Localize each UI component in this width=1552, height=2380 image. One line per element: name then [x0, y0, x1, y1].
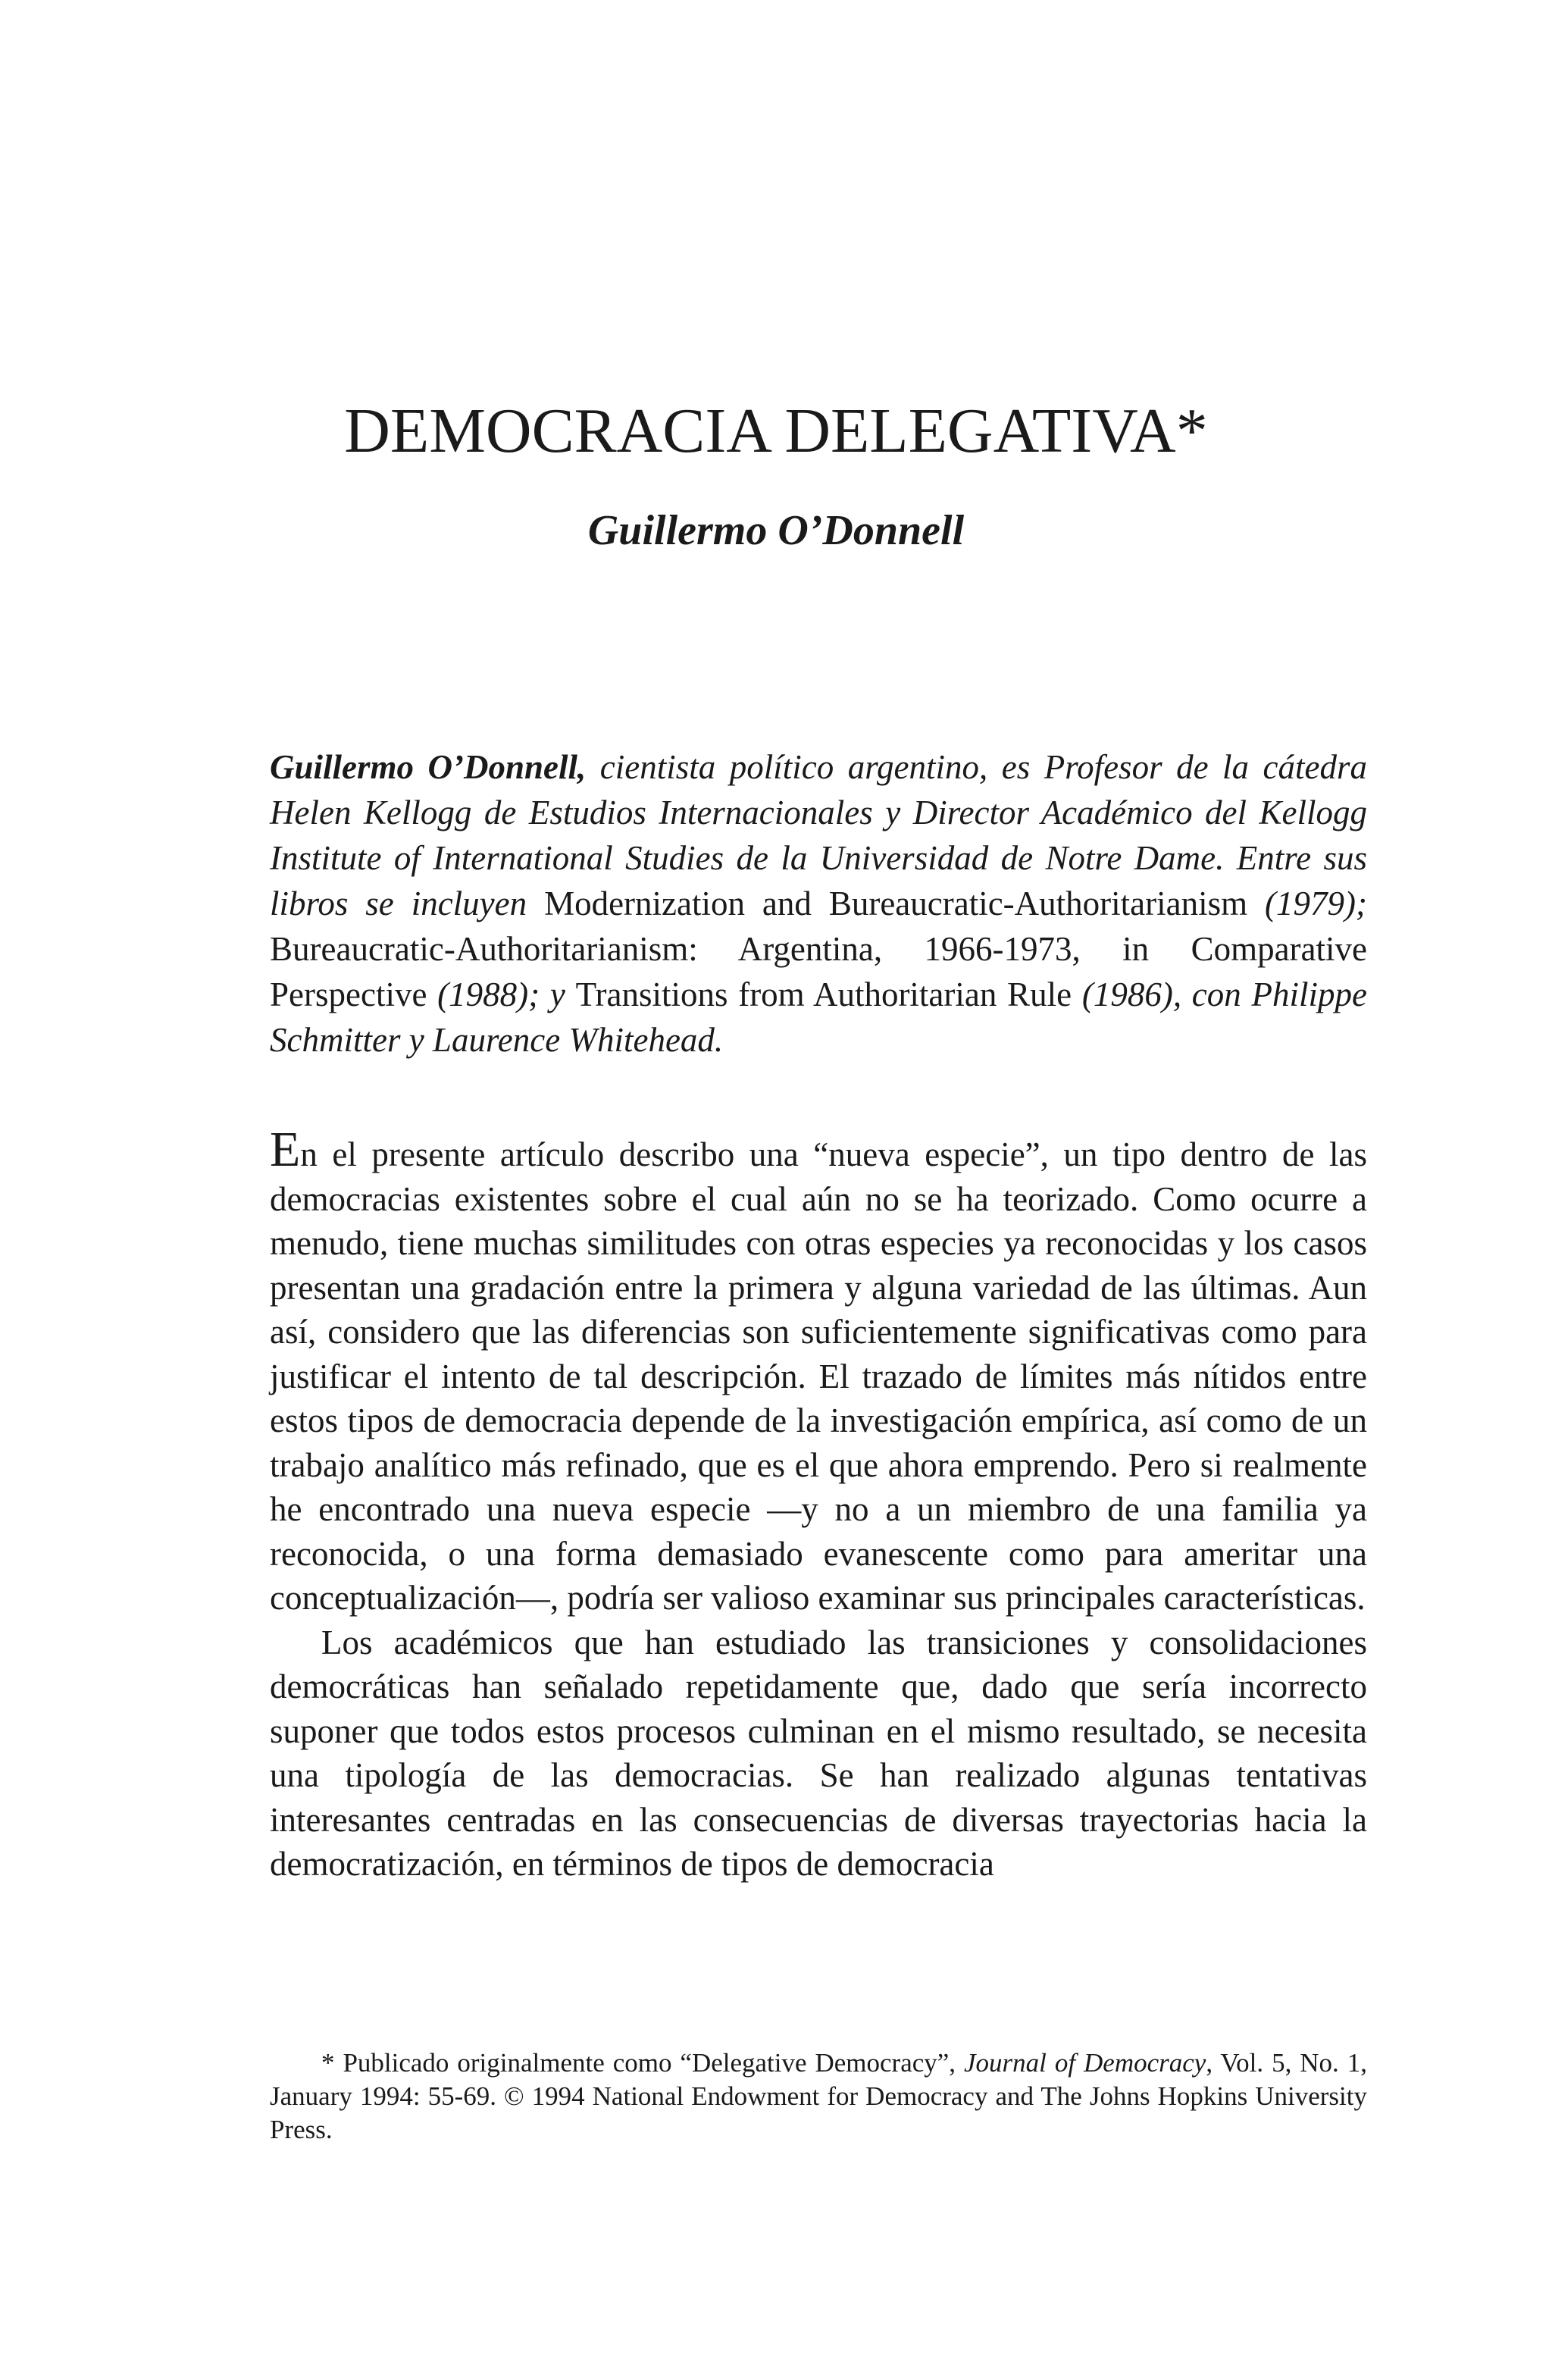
paragraph-2: Los académicos que han estudiado las transiciones y consolidaciones democráticas han señalado repetidamente que, dado que sería incorrecto suponer que todos estos procesos culminan en el mismo resultado, se necesita una tipología de las democracias. Se han realizado algunas tentativas interesantes centradas en las consecuencias de diversas trayectorias hacia la democratización, en términos de tipos de democracia	[270, 1623, 1367, 1883]
footnote-text-1: * Publicado originalmente como “Delegative Democracy”,	[321, 2048, 965, 2078]
bio-book-3: Transitions from Authoritarian Rule	[575, 975, 1072, 1013]
author-name: Guillermo O’Donnell	[587, 507, 965, 554]
bio-text-3: (1988); y	[427, 975, 576, 1013]
paragraph-1	[270, 1122, 1367, 1621]
footnote-text-2: , Vol. 5, No. 1, January 1994: 55-69. © 1994 National Endowment for Democracy and The Johns Hopkins University Press.	[270, 2048, 1367, 2144]
drop-cap: E	[270, 1122, 301, 1177]
bio-author-name: Guillermo O’Donnell,	[270, 748, 587, 786]
author-bio	[270, 744, 1367, 1063]
bio-text-1: cientista político argentino, es Profesor de la cátedra Helen Kellogg de Estudios Internacionales y Director Académico del Kellogg Institute of International Studies de la Universidad de Notre Dame. Entre sus libros se incluyen	[270, 748, 1367, 922]
page-title: DEMOCRACIA DELEGATIVA*	[344, 396, 1208, 466]
bio-text-2: (1979);	[1247, 885, 1367, 922]
footnote-journal: Journal of Democracy	[964, 2048, 1206, 2078]
paragraph-1-text: n el presente artículo describo una “nueva especie”, un tipo dentro de las democracias existentes sobre el cual aún no se ha teorizado. Como ocurre a menudo, tiene muchas similitudes con otras especies ya reconocidas y los casos presentan una gradación entre la primera y alguna variedad de las últimas. Aun así, considero que las diferencias son suficientemente significativas como para justificar el intento de tal descripción. El trazado de límites más nítidos entre estos tipos de democracia depende de la investigación empírica, así como de un trabajo analítico más refinado, que es el que ahora emprendo. Pero si realmente he encontrado una nueva especie —y no a un miembro de una familia ya reconocida, o una forma demasiado evanescente como para ameritar una conceptualización—, podría ser valioso examinar sus principales características.	[270, 1135, 1367, 1617]
article-body	[270, 1122, 1367, 1887]
bio-book-1: Modernization and Bureaucratic-Authoritarianism	[544, 885, 1248, 922]
footnote	[270, 2046, 1367, 2147]
bio-text-4: (1986), con Philippe Schmitter y Laurence Whitehead.	[270, 975, 1367, 1059]
bio-book-2: Bureaucratic-Authoritarianism: Argentina, 1966-1973, in Comparative Perspective	[270, 930, 1367, 1013]
